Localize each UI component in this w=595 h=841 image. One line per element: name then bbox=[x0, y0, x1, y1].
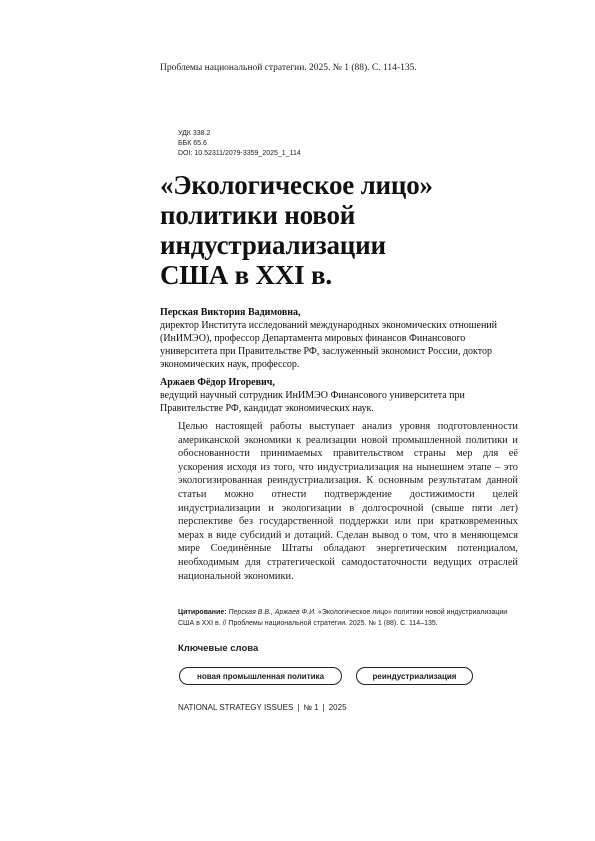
author-name: Аржаев Фёдор Игоревич, bbox=[160, 377, 275, 388]
author-name: Перская Виктория Вадимовна, bbox=[160, 307, 301, 318]
title-line: политики новой bbox=[160, 200, 356, 230]
author-description: директор Института исследований международных экономических отношений (ИнИМЭО), профессор Департамента мировых финансов Финансового университета при Правительстве РФ, заслуженный экономист России, доктор экономических наук, профессор. bbox=[160, 320, 497, 370]
journal-reference: Проблемы национальной стратегии. 2025. № 1 (88). С. 114-135. bbox=[160, 63, 417, 73]
keyword-tag[interactable]: новая промышленная политика bbox=[179, 667, 342, 685]
citation-label: Цитирование: bbox=[178, 609, 227, 616]
citation-text: «Экологическое лицо» политики новой индустриализации США в XXI в. // Проблемы национальной стратегии. 2025. № 1 (88). С. 114–135. bbox=[178, 609, 508, 627]
author-block bbox=[160, 306, 505, 371]
bbk-code: ББК 65.6 bbox=[178, 140, 207, 147]
title-line: «Экологическое лицо» bbox=[160, 170, 433, 200]
keywords-heading: Ключевые слова bbox=[178, 643, 259, 654]
footer-year: 2025 bbox=[328, 703, 347, 712]
footer-separator: | bbox=[322, 703, 325, 712]
footer-journal: NATIONAL STRATEGY ISSUES bbox=[178, 703, 294, 712]
citation bbox=[178, 607, 518, 629]
footer-separator: | bbox=[297, 703, 300, 712]
author-description: ведущий научный сотрудник ИнИМЭО Финансового университета при Правительстве РФ, кандидат экономических наук. bbox=[160, 390, 465, 414]
udk-code: УДК 338.2 bbox=[178, 130, 211, 137]
doi: DOI: 10.52311/2079-3359_2025_1_114 bbox=[178, 150, 301, 157]
abstract: Целью настоящей работы выступает анализ уровня подготовленности американской экономики к реализации новой промышленной политики и обоснованности принимаемых правительством страны мер для её ускорения исходя из того, что индустриализация на нынешнем этапе – это экологизированная реиндустриализация. К основным результатам данной статьи можно отнести подтверждение достижимости целей индустриализации и экологизации в долгосрочной (свыше пяти лет) перспективе без государственной поддержки или при кратковременных мерах в виде субсидий и дотаций. Сделан вывод о том, что в меняющемся мире Соединённые Штаты обладают энергетическим потенциалом, необходимым для стратегической самодостаточности ведущих отраслей национальной экономики. bbox=[178, 421, 518, 582]
author-block bbox=[160, 376, 505, 415]
title-line: США в XXI в. bbox=[160, 260, 332, 290]
article-identifiers bbox=[178, 129, 301, 159]
page-footer bbox=[178, 703, 347, 712]
footer-issue: № 1 bbox=[303, 703, 319, 712]
keyword-tag[interactable]: реиндустриализация bbox=[356, 667, 473, 685]
title-line: индустриализации bbox=[160, 230, 386, 260]
citation-authors: Перская В.В., Аржаев Ф.И. bbox=[228, 609, 317, 616]
article-title bbox=[160, 170, 500, 290]
